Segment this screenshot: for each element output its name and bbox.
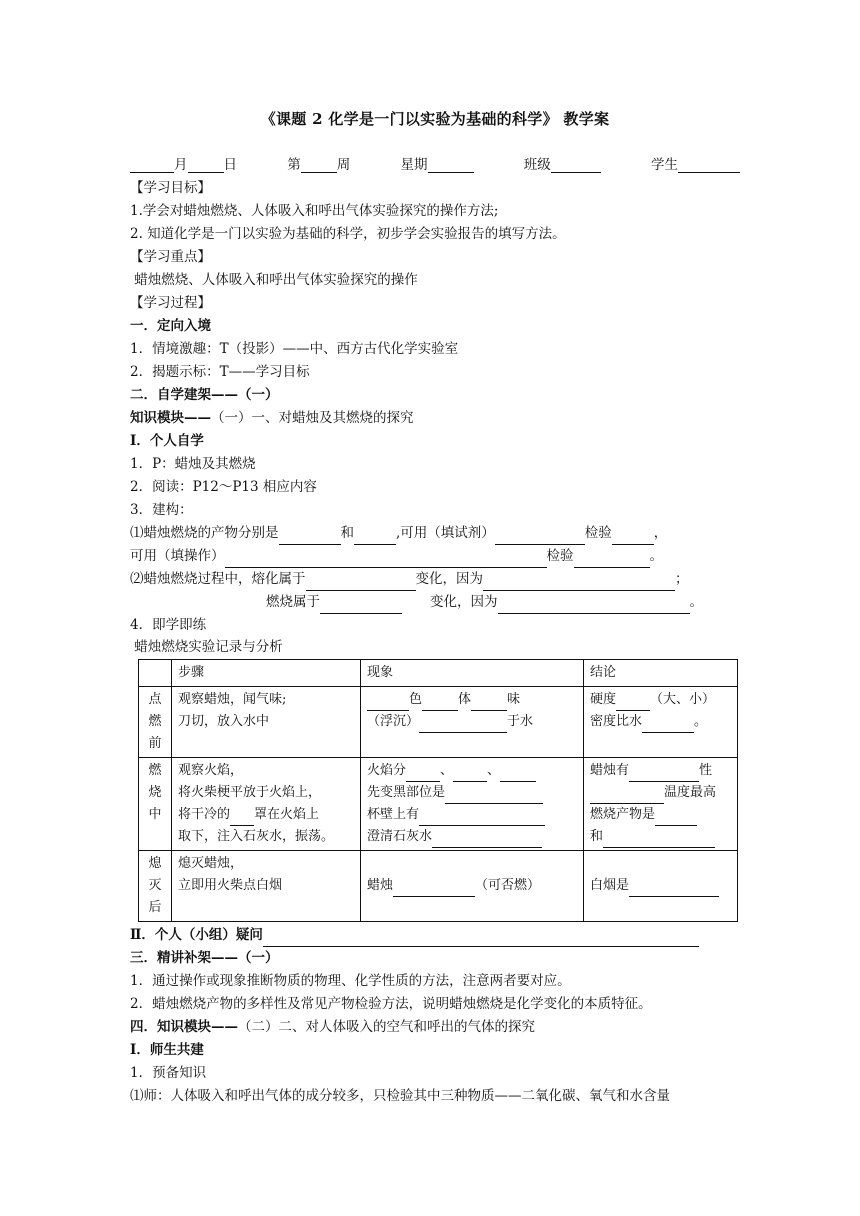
objectives-heading: 【学习目标】 (130, 180, 211, 196)
class-field[interactable]: 班级 (524, 153, 601, 173)
conclusion-cell: 硬度 （大、小） 密度比水 。 (584, 687, 738, 758)
page-title: 《课题 2 化学是一门以实验为基础的科学》 教学案 (260, 110, 610, 128)
objective-item: 1.学会对蜡烛燃烧、人体吸入和呼出气体实验探究的操作方法; (130, 203, 499, 219)
experiment-table (138, 659, 738, 922)
list-item: 1．情境激趣：T（投影）——中、西方古代化学实验室 (130, 341, 459, 357)
keypoints-text: 蜡烛燃烧、人体吸入和呼出气体实验探究的操作 (130, 272, 418, 288)
fill-in-question-1a: ⑴蜡烛燃烧的产物分别是 和 ,可用（填试剂） 检验 ， (130, 522, 740, 545)
stage-cell: 燃 烧 中 (139, 758, 172, 851)
answer-blank[interactable] (320, 598, 402, 614)
answer-blank[interactable] (483, 575, 675, 591)
conclusion-cell: 蜡烛有 性 温度最高 燃烧产物是 和 (584, 758, 738, 851)
subsection-heading: Ⅰ．师生共建 (130, 1042, 204, 1058)
section-heading: 三．精讲补架——（一） (130, 950, 279, 966)
list-item: 4．即学即练 (130, 617, 207, 633)
question-line: Ⅱ．个人（小组）疑问 (130, 924, 740, 947)
question-blank[interactable] (263, 931, 699, 947)
answer-blank[interactable] (612, 529, 654, 545)
answer-blank[interactable] (498, 598, 690, 614)
date-field[interactable]: 月 日 (130, 153, 237, 173)
week-field[interactable]: 第 周 (287, 157, 351, 173)
column-header: 现象 (361, 660, 584, 687)
list-item: 2．蜡烛燃烧产物的多样性及常见产物检验方法，说明蜡烛燃烧是化学变化的本质特征。 (130, 996, 652, 1012)
module-heading: 知识模块——（一）一、对蜡烛及其燃烧的探究 (130, 410, 414, 426)
steps-cell: 熄灭蜡烛， 立即用火柴点白烟 (172, 851, 361, 922)
list-item: 1．预备知识 (130, 1065, 207, 1081)
table-header-row (139, 660, 738, 687)
answer-blank[interactable] (574, 552, 650, 568)
observation-cell: 火焰分 、 、 先变黑部位是 杯壁上有 澄清石灰水 (361, 758, 584, 851)
table-caption: 蜡烛燃烧实验记录与分析 (130, 639, 283, 655)
section-heading: 二．自学建架——（一） (130, 387, 279, 403)
answer-blank[interactable] (495, 529, 585, 545)
document-page (130, 108, 740, 1108)
answer-blank[interactable] (306, 575, 416, 591)
process-heading: 【学习过程】 (130, 295, 211, 311)
keypoints-heading: 【学习重点】 (130, 249, 211, 265)
module-heading: 四．知识模块——（二）二、对人体吸入的空气和呼出的气体的探究 (130, 1019, 535, 1035)
observation-cell: 色 体 味 （浮沉） 于水 (361, 687, 584, 758)
stage-cell: 熄 灭 后 (139, 851, 172, 922)
answer-blank[interactable] (225, 552, 547, 568)
stage-cell: 点 燃 前 (139, 687, 172, 758)
list-item: 2．揭题示标：T——学习目标 (130, 364, 310, 380)
list-item: 1．通过操作或现象推断物质的物理、化学性质的方法，注意两者要对应。 (130, 973, 571, 989)
objective-item: 2. 知道化学是一门以实验为基础的科学，初步学会实验报告的填写方法。 (130, 226, 566, 242)
table-row (139, 687, 738, 758)
student-field[interactable]: 学生 (651, 153, 740, 173)
column-header: 结论 (584, 660, 738, 687)
fill-in-question-1b: 可用（填操作） 检验 。 (130, 545, 740, 568)
student-info-line (130, 151, 740, 173)
list-item: ⑴师：人体吸入和呼出气体的成分较多，只检验其中三种物质——二氧化碳、氧气和水含量 (130, 1088, 670, 1104)
list-item: 1．P：蜡烛及其燃烧 (130, 456, 256, 472)
answer-blank[interactable] (279, 529, 341, 545)
answer-blank[interactable] (354, 529, 396, 545)
list-item: 2．阅读：P12～P13 相应内容 (130, 479, 317, 495)
steps-cell: 观察火焰， 将火柴梗平放于火焰上， 将干冷的 罩在火焰上 取下，注入石灰水，振荡。 (172, 758, 361, 851)
list-item: 3．建构： (130, 502, 193, 518)
steps-cell: 观察蜡烛，闻气味; 刀切，放入水中 (172, 687, 361, 758)
fill-in-question-2a: ⑵蜡烛燃烧过程中，熔化属于 变化，因为 ； (130, 568, 740, 591)
section-heading: 一．定向入境 (130, 318, 211, 334)
fill-in-question-2b: 燃烧属于 变化，因为 。 (130, 591, 740, 614)
table-row (139, 851, 738, 922)
column-header: 步骤 (172, 660, 361, 687)
subsection-heading: Ⅰ．个人自学 (130, 433, 204, 449)
conclusion-cell: 白烟是 (584, 851, 738, 922)
observation-cell: 蜡烛 （可否燃） (361, 851, 584, 922)
table-row (139, 758, 738, 851)
weekday-field[interactable]: 星期 (401, 153, 474, 173)
